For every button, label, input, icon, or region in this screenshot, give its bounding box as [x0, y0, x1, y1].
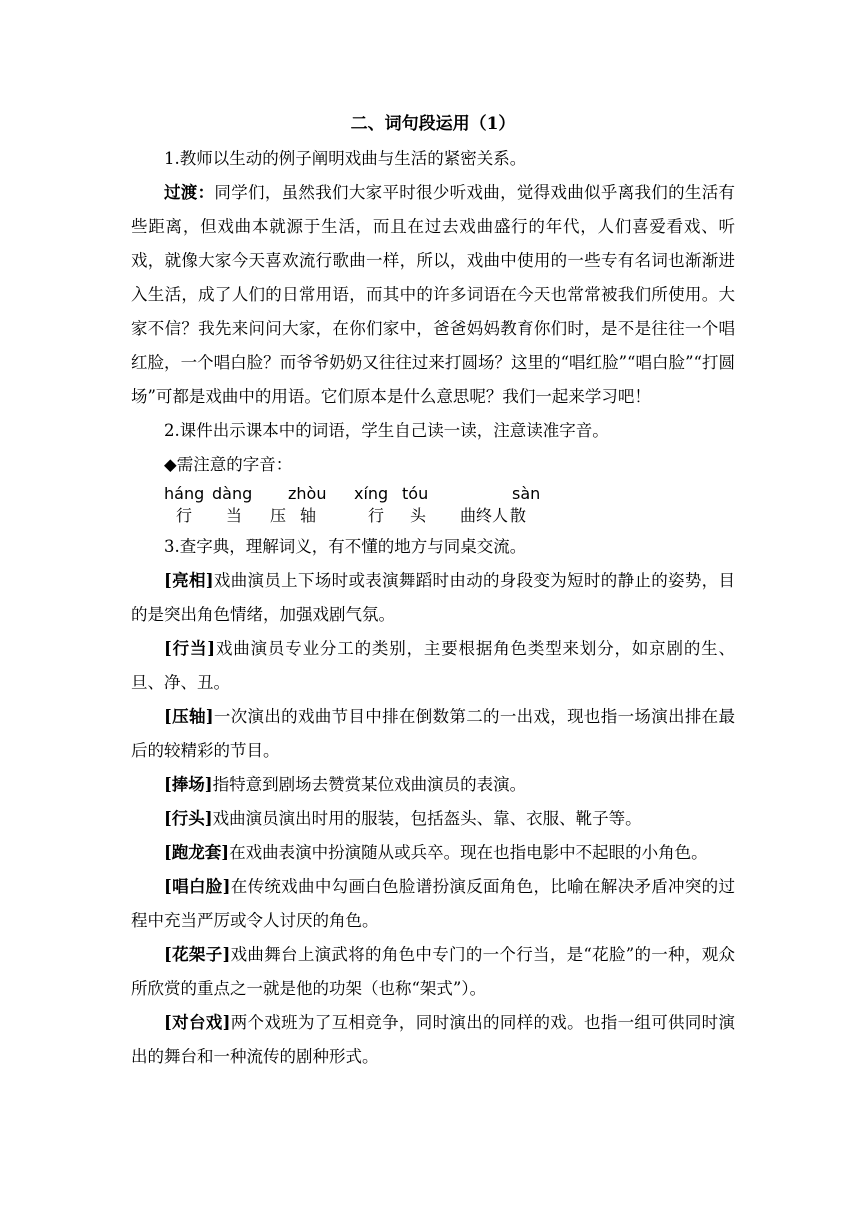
term-word: [花架子]: [164, 945, 231, 964]
transition-paragraph: [131, 176, 735, 414]
char-san: 散: [510, 506, 527, 525]
term-entry: [131, 1006, 735, 1074]
term-entry: [131, 870, 735, 938]
pinyin-san: sàn: [512, 484, 541, 503]
char-tou: 头: [410, 506, 427, 525]
term-definition: 指特意到剧场去赞赏某位戏曲演员的表演。: [212, 775, 527, 794]
transition-text: 同学们，虽然我们大家平时很少听戏曲，觉得戏曲似乎离我们的生活有些距离，但戏曲本就源于生活，而且在过去戏曲盛行的年代，人们喜爱看戏、听戏，就像大家今天喜欢流行歌曲一样，所以，戏曲中使用的一些专有名词也渐渐进入生活，成了人们的日常用语，而其中的许多词语在今天也常常被我们所使用。大家不信？我先来问问大家，在你们家中，爸爸妈妈教育你们时，是不是往往一个唱红脸，一个唱白脸？而爷爷奶奶又往往过来打圆场？这里的“唱红脸”“唱白脸”“打圆场”可都是戏曲中的用语。它们原本是什么意思呢？我们一起来学习吧！: [131, 183, 736, 406]
char-hang: 行: [176, 506, 193, 525]
document-page: [131, 106, 735, 1074]
item-1: 1.教师以生动的例子阐明戏曲与生活的紧密关系。: [164, 149, 527, 168]
term-definition: 在戏曲表演中扮演随从或兵卒。现在也指电影中不起眼的小角色。: [229, 843, 708, 862]
section-title: 二、词句段运用（1）: [350, 114, 516, 134]
pinyin-dang: dàng: [212, 484, 253, 503]
term-word: [跑龙套]: [164, 843, 230, 862]
term-definition: 一次演出的戏曲节目中排在倒数第二的一出戏，现也指一场演出排在最后的较精彩的节目。: [131, 707, 735, 760]
term-word: [亮相]: [164, 571, 214, 590]
term-entry: [131, 836, 735, 870]
item-2: 2.课件出示课本中的词语，学生自己读一读，注意读准字音。: [164, 421, 609, 440]
char-zhou: 轴: [300, 506, 317, 525]
term-entry: [131, 700, 735, 768]
term-entry: [131, 768, 735, 802]
pinyin-tou: tóu: [402, 484, 429, 503]
term-definition: 在传统戏曲中勾画白色脸谱扮演反面角色，比喻在解决矛盾冲突的过程中充当严厉或令人讨厌的角色。: [131, 877, 736, 930]
term-word: [行头]: [164, 809, 213, 828]
term-entry: [131, 802, 735, 836]
item-3: 3.查字典，理解词义，有不懂的地方与同桌交流。: [164, 537, 527, 556]
pinyin-zhou: zhòu: [288, 484, 327, 503]
term-definition: 戏曲演员专业分工的类别，主要根据角色类型来划分，如京剧的生、旦、净、丑。: [131, 639, 735, 692]
term-word: [压轴]: [164, 707, 214, 726]
term-entry: [131, 632, 735, 700]
term-definition: 戏曲演员上下场时或表演舞蹈时由动的身段变为短时的静止的姿势，目的是突出角色情绪，加强戏剧气氛。: [131, 571, 735, 624]
char-ya: 压: [270, 506, 287, 525]
pinyin-block: [164, 482, 735, 530]
term-entry: [131, 938, 735, 1006]
transition-label: 过渡：: [164, 183, 215, 202]
term-definition: 两个戏班为了互相竞争，同时演出的同样的戏。也指一组可供同时演出的舞台和一种流传的剧种形式。: [131, 1013, 736, 1066]
term-list: [131, 564, 735, 1074]
term-word: [行当]: [164, 639, 216, 658]
pinyin-hang: háng: [164, 484, 205, 503]
term-word: [唱白脸]: [164, 877, 231, 896]
char-xing: 行: [368, 506, 385, 525]
term-word: [对台戏]: [164, 1013, 231, 1032]
term-definition: 戏曲演员演出时用的服装，包括盔头、靠、衣服、靴子等。: [212, 809, 642, 828]
term-word: [捧场]: [164, 775, 213, 794]
note-label: ◆需注意的字音：: [164, 455, 293, 474]
char-quzhongren: 曲终人: [460, 506, 509, 525]
term-entry: [131, 564, 735, 632]
char-dang: 当: [226, 506, 243, 525]
term-definition: 戏曲舞台上演武将的角色中专门的一个行当，是“花脸”的一种，观众所欣赏的重点之一就是他的功架（也称“架式”）。: [131, 945, 735, 998]
pinyin-xing: xíng: [354, 484, 389, 503]
